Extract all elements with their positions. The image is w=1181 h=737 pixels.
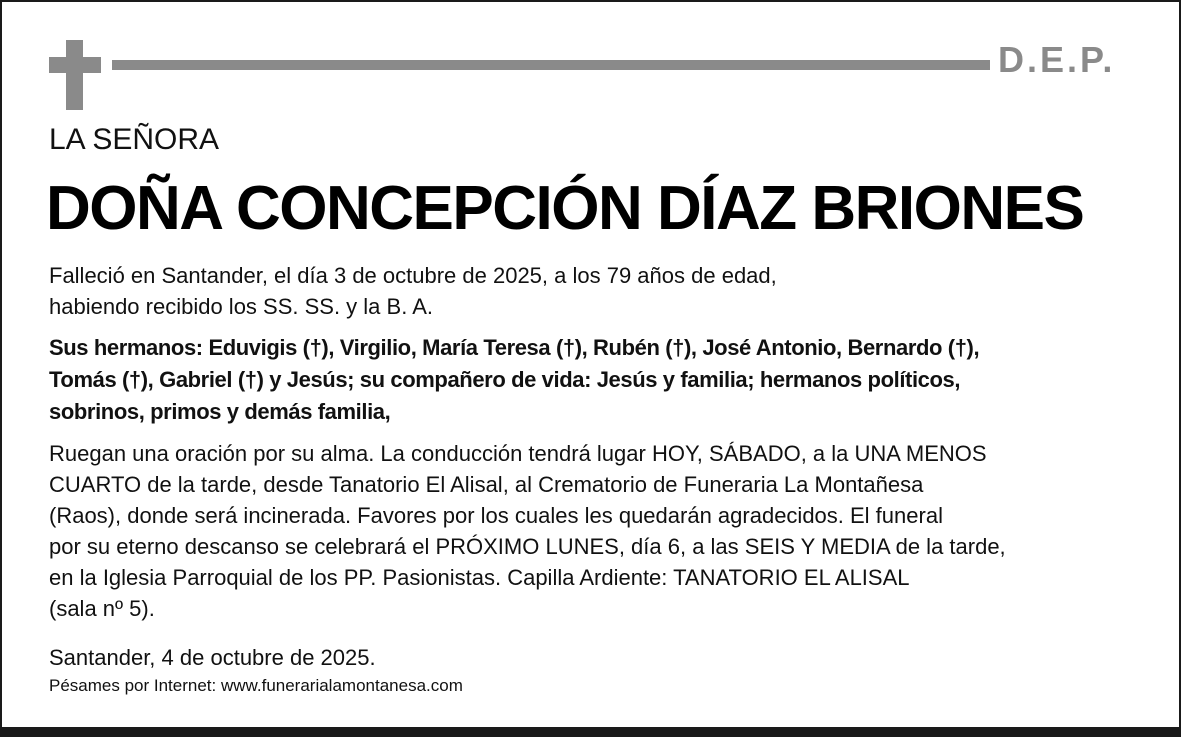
dep-label: D.E.P. [998,39,1116,80]
death-details-paragraph [49,260,1149,322]
deceased-name: DOÑA CONCEPCIÓN DÍAZ BRIONES [46,174,1084,243]
paragraph-line: por su eterno descanso se celebrará el PRÓXIMO LUNES, día 6, a las SEIS Y MEDIA de la tarde, [49,534,1006,559]
title-prefix: LA SEÑORA [49,123,220,156]
condolences-web-line: Pésames por Internet: www.funerarialamontanesa.com [49,676,463,695]
paragraph-line: en la Iglesia Parroquial de los PP. Pasionistas. Capilla Ardiente: TANATORIO EL ALISAL [49,565,910,590]
paragraph-line: Tomás (†), Gabriel (†) y Jesús; su compañero de vida: Jesús y familia; hermanos políticos, [49,367,961,392]
cross-icon [49,40,101,110]
paragraph-line: Falleció en Santander, el día 3 de octubre de 2025, a los 79 años de edad, [49,263,777,288]
funeral-details-paragraph [49,438,1149,624]
paragraph-line: (Raos), donde será incinerada. Favores por los cuales les quedarán agradecidos. El funeral [49,503,943,528]
paragraph-line: CUARTO de la tarde, desde Tanatorio El Alisal, al Crematorio de Funeraria La Montañesa [49,472,924,497]
cross-vertical-bar [66,40,83,110]
paragraph-line: Ruegan una oración por su alma. La conducción tendrá lugar HOY, SÁBADO, a la UNA MENOS [49,441,987,466]
paragraph-line: (sala nº 5). [49,596,155,621]
family-paragraph [49,332,1149,428]
place-and-date: Santander, 4 de octubre de 2025. [49,645,376,670]
header-rule [112,60,990,70]
cross-horizontal-bar [49,57,101,73]
paragraph-line: habiendo recibido los SS. SS. y la B. A. [49,294,434,319]
paragraph-line: Sus hermanos: Eduvigis (†), Virgilio, María Teresa (†), Rubén (†), José Antonio, Bernardo (†), [49,335,980,360]
paragraph-line: sobrinos, primos y demás familia, [49,399,391,424]
